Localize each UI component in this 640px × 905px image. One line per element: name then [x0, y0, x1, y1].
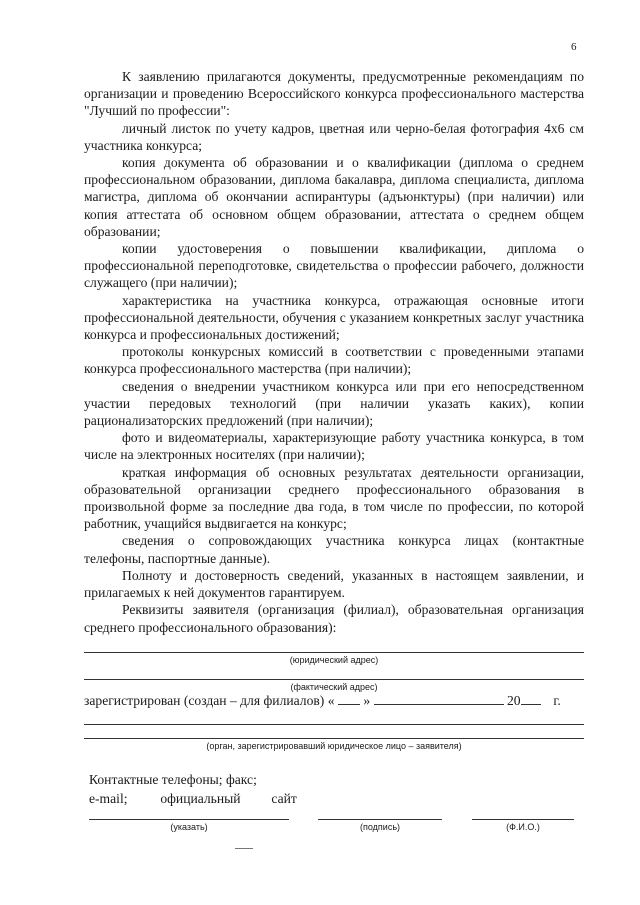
- registered-quote-close: »: [363, 693, 371, 708]
- list-item: сведения о сопровождающих участника конкурса лицах (контактные телефоны, паспортные данные).: [84, 533, 584, 566]
- contacts-block: [89, 770, 297, 808]
- registered-year-suffix: г.: [553, 693, 561, 708]
- requisites-paragraph: Реквизиты заявителя (организация (филиал), образовательная организация среднего профессионального образования):: [84, 602, 584, 635]
- list-item: копии удостоверения о повышении квалификации, диплома о профессиональной переподготовке, свидетельства о профессии рабочего, должности служащего (при наличии);: [84, 241, 584, 291]
- registrar-line-2[interactable]: [84, 738, 584, 739]
- email-label: e-mail;: [89, 791, 128, 806]
- actual-address-line[interactable]: [84, 679, 584, 680]
- signature-field[interactable]: [318, 819, 442, 820]
- registration-row: [84, 693, 584, 709]
- registrar-line-1[interactable]: [84, 724, 584, 725]
- legal-address-line[interactable]: [84, 652, 584, 653]
- name-caption: (Ф.И.О.): [506, 822, 540, 832]
- list-item: копия документа об образовании и о квалификации (диплома о среднем профессиональном образовании, диплома бакалавра, диплома специалиста, диплома магистра, диплома об окончании аспирантуры (адъюнктуры) (при наличии) или копия аттестата об основном общем образовании, аттестата о среднем общем образовании;: [84, 155, 584, 239]
- registration-year-field[interactable]: [521, 704, 541, 705]
- registrar-caption: (орган, зарегистрировавший юридическое лицо – заявителя): [206, 741, 462, 751]
- signature-caption: (подпись): [359, 822, 401, 832]
- divider: [235, 848, 253, 849]
- actual-address-caption: (фактический адрес): [290, 682, 378, 692]
- document-body: [84, 68, 584, 636]
- official-label: официальный: [160, 791, 241, 806]
- registered-prefix: зарегистрирован (создан – для филиалов) «: [84, 693, 335, 708]
- specify-caption: (указать): [170, 822, 208, 832]
- registration-day-field[interactable]: [338, 704, 360, 705]
- guarantee-paragraph: Полноту и достоверность сведений, указанных в настоящем заявлении, и прилагаемых к ней документов гарантируем.: [84, 567, 584, 601]
- list-item: краткая информация об основных результатах деятельности организации, образовательной организации среднего профессионального образования в произвольной форме за последние два года, в том числе по профессии, по которой работник, учащийся выдвигается на конкурс;: [84, 464, 584, 532]
- site-label: сайт: [271, 791, 297, 806]
- registered-year-prefix: 20: [506, 693, 521, 708]
- specify-field[interactable]: [89, 819, 289, 820]
- name-field[interactable]: [472, 819, 574, 820]
- email-row: [89, 789, 297, 808]
- registration-month-field[interactable]: [374, 704, 504, 705]
- legal-address-caption: (юридический адрес): [289, 655, 379, 665]
- list-item: фото и видеоматериалы, характеризующие работу участника конкурса, в том числе на электронных носителях (при наличии);: [84, 430, 584, 463]
- list-item: характеристика на участника конкурса, отражающая основные итоги профессиональной деятельности, обучения с указанием конкретных заслуг участника конкурса и профессиональных достижений;: [84, 292, 584, 343]
- list-item: сведения о внедрении участником конкурса или при его непосредственном участии передовых технологий (при наличии указать каких), копии рационализаторских предложений (при наличии);: [84, 378, 584, 429]
- list-item: протоколы конкурсных комиссий в соответствии с проведенными этапами конкурса профессионального мастерства (при наличии);: [84, 344, 584, 377]
- intro-paragraph: К заявлению прилагаются документы, предусмотренные рекомендациям по организации и проведению Всероссийского конкурса профессионального мастерства "Лучший по профессии":: [84, 69, 584, 119]
- phones-label: Контактные телефоны; факс;: [89, 772, 257, 787]
- list-item: личный листок по учету кадров, цветная или черно-белая фотография 4x6 см участника конкурса;: [84, 120, 584, 153]
- page-number: 6: [571, 41, 577, 53]
